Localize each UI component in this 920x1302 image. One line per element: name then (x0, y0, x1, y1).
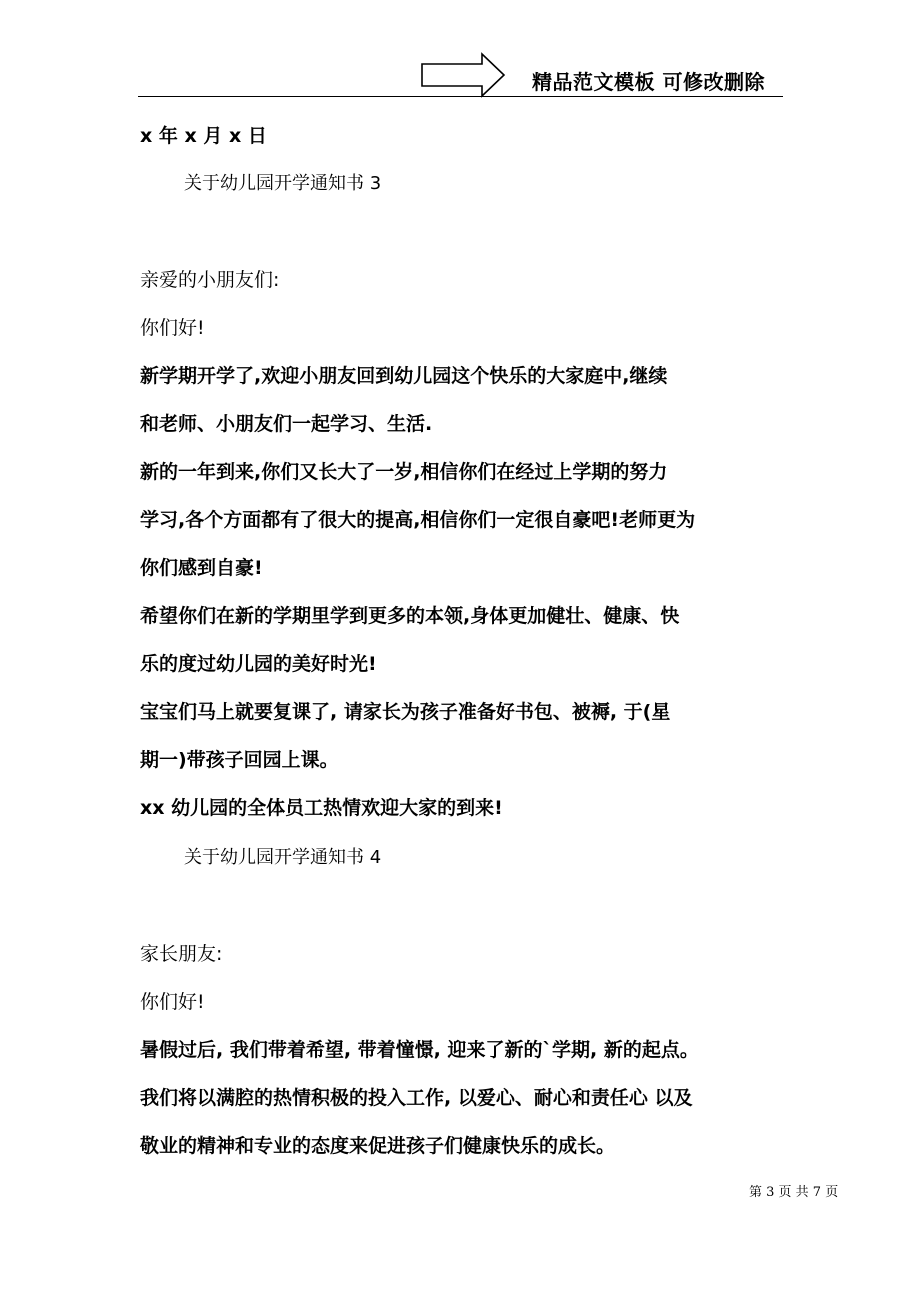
paragraph-line: 敬业的精神和专业的态度来促进孩子们健康快乐的成长。 (140, 1135, 616, 1157)
paragraph-line: xx 幼儿园的全体员工热情欢迎大家的到来! (140, 797, 503, 819)
salutation-parents: 家长朋友: (140, 943, 223, 965)
arrow-right-icon (420, 52, 506, 98)
paragraph-line: 宝宝们马上就要复课了, 请家长为孩子准备好书包、被褥, 于(星 (140, 701, 671, 723)
paragraph-line: 乐的度过幼儿园的美好时光! (140, 653, 377, 675)
salutation-children: 亲爱的小朋友们: (140, 269, 280, 291)
header-title: 精品范文模板 可修改删除 (532, 70, 765, 94)
paragraph-line: 期一)带孩子回园上课。 (140, 749, 339, 771)
paragraph-line: 新学期开学了,欢迎小朋友回到幼儿园这个快乐的大家庭中,继续 (140, 365, 668, 387)
paragraph-line: 希望你们在新的学期里学到更多的本领,身体更加健壮、健康、快 (140, 605, 680, 627)
page-header (0, 0, 920, 100)
paragraph-line: 学习,各个方面都有了很大的提高,相信你们一定很自豪吧!老师更为 (140, 509, 696, 531)
paragraph-line: 我们将以满腔的热情积极的投入工作, 以爱心、耐心和责任心 以及 (140, 1087, 693, 1109)
paragraph-line: 和老师、小朋友们一起学习、生活. (140, 413, 433, 435)
page-number: 第 3 页 共 7 页 (749, 1185, 839, 1200)
section-title-3: 关于幼儿园开学通知书 3 (184, 173, 382, 194)
greeting-line: 你们好! (140, 991, 205, 1013)
greeting-line: 你们好! (140, 317, 205, 339)
date-line: x 年 x 月 x 日 (140, 125, 267, 147)
paragraph-line: 你们感到自豪! (140, 557, 263, 579)
paragraph-line: 暑假过后, 我们带着希望, 带着憧憬, 迎来了新的`学期, 新的起点。 (140, 1039, 699, 1061)
paragraph-line: 新的一年到来,你们又长大了一岁,相信你们在经过上学期的努力 (140, 461, 668, 483)
header-divider (138, 96, 783, 97)
section-title-4: 关于幼儿园开学通知书 4 (184, 847, 382, 868)
